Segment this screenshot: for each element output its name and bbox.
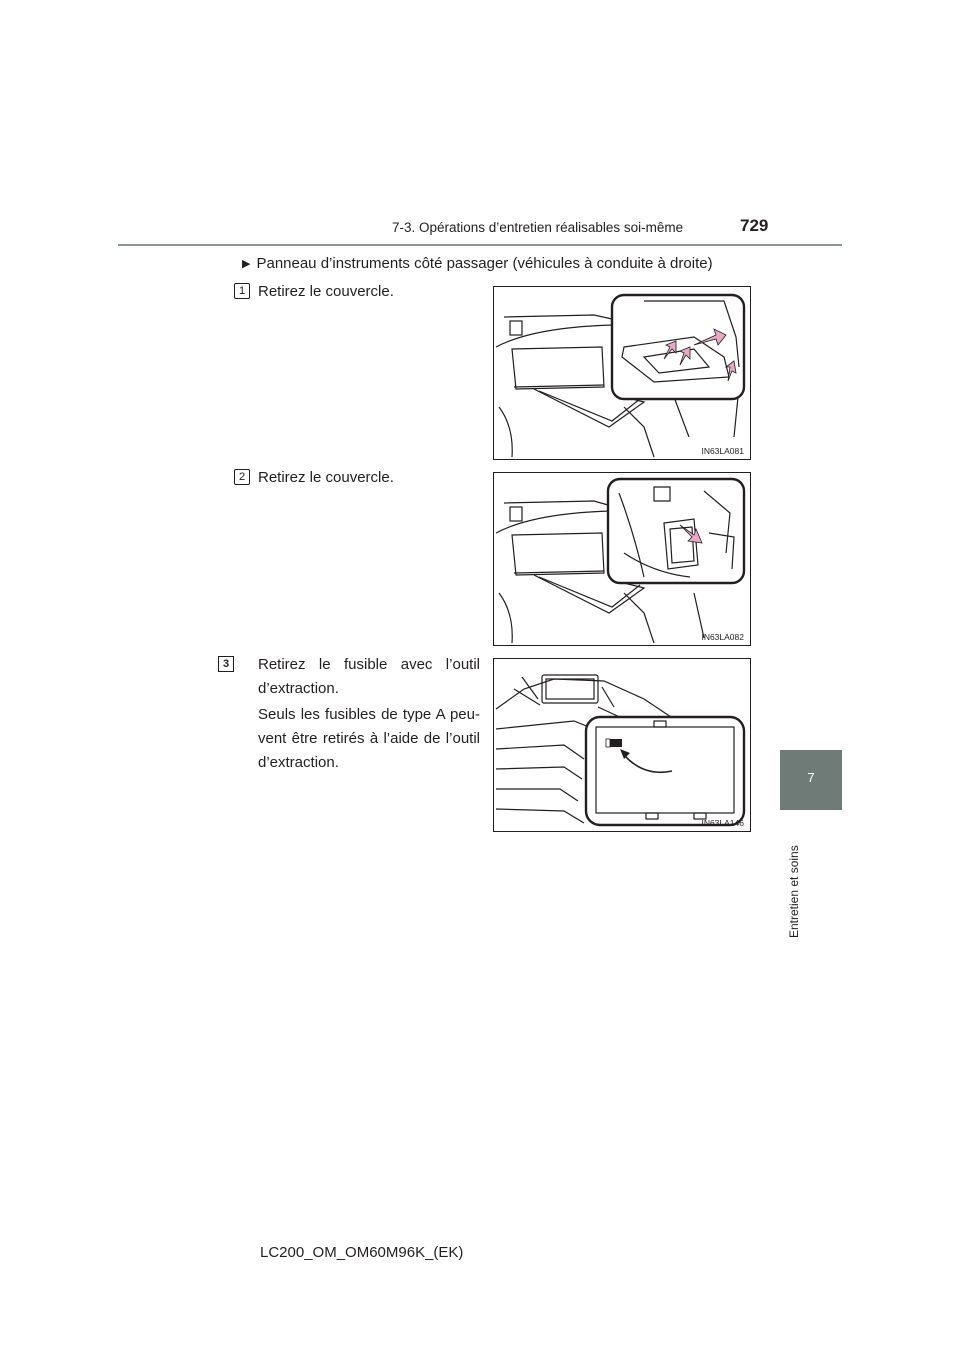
- figure-code-1: IN63LA081: [701, 446, 744, 456]
- step-2-text: Retirez le couvercle.: [258, 469, 394, 486]
- figure-code-2: IN63LA082: [701, 632, 744, 642]
- section-heading: [242, 255, 713, 272]
- running-header-section: 7-3. Opérations d’entretien réalisables soi-même: [392, 220, 684, 235]
- chapter-tab: [780, 750, 842, 810]
- step-number-1: 1: [234, 283, 250, 299]
- page-number: 729: [740, 216, 769, 235]
- fuse-extraction-tool-illustration: [494, 659, 750, 831]
- dashboard-cover-illustration: [494, 287, 750, 459]
- chapter-title-vertical: Entretien et soins: [787, 845, 801, 938]
- figure-step-1: [493, 286, 751, 460]
- step-3-text: Retirez le fusible avec l’outil d’extraction.: [258, 656, 480, 697]
- chapter-number: 7: [807, 770, 815, 785]
- step-1-text: Retirez le couvercle.: [258, 283, 394, 300]
- triangle-bullet-icon: ▶: [242, 258, 251, 270]
- document-code: LC200_OM_OM60M96K_(EK): [260, 1244, 464, 1261]
- fuse-box-cover-illustration: [494, 473, 750, 645]
- section-heading-text: Panneau d’instruments côté passager (véhicules à conduite à droite): [256, 255, 713, 272]
- header-divider: [118, 244, 842, 246]
- step-3-note: Seuls les fusibles de type A peu-vent être retirés à l’aide de l’outil d’extraction.: [258, 706, 480, 771]
- step-number-2: 2: [234, 469, 250, 485]
- figure-step-3: [493, 658, 751, 832]
- step-number-3: 3: [218, 656, 234, 672]
- figure-code-3: IN63LA146: [701, 818, 744, 828]
- figure-step-2: [493, 472, 751, 646]
